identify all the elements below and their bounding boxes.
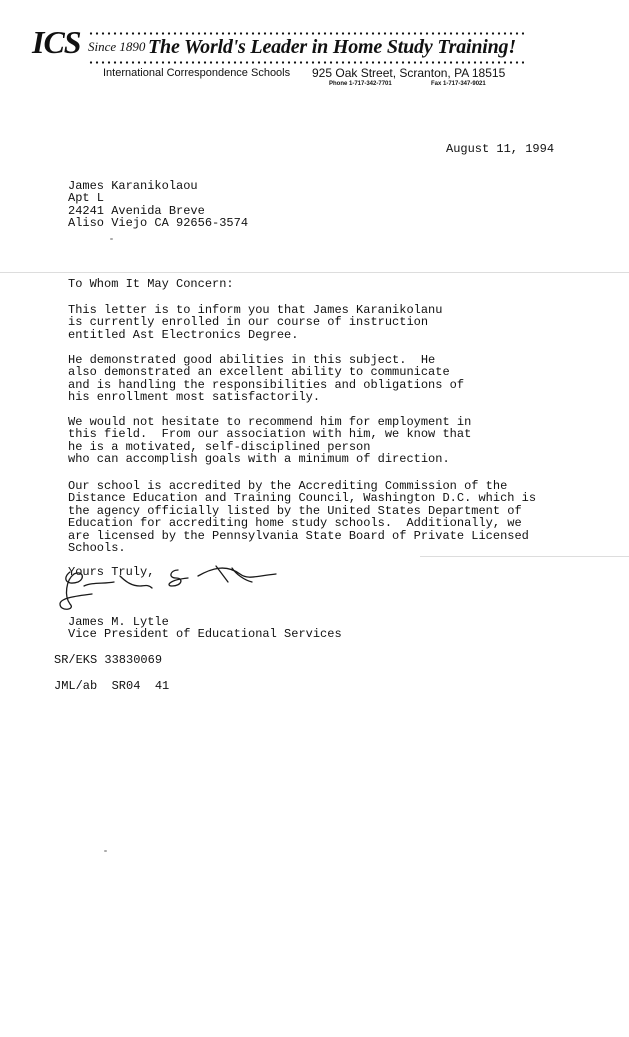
letterhead-fax: Fax 1-717-347-9021 bbox=[431, 81, 486, 87]
scan-artifact-line bbox=[420, 556, 629, 557]
paragraph-line: Our school is accredited by the Accrediting Commission of the bbox=[68, 479, 508, 493]
reference-line-2: JML/ab SR04 41 bbox=[54, 679, 170, 693]
letterhead-address: 925 Oak Street, Scranton, PA 18515 bbox=[312, 66, 506, 80]
salutation: To Whom It May Concern: bbox=[68, 277, 234, 291]
paragraph-line: Schools. bbox=[68, 541, 126, 556]
signer-title: Vice President of Educational Services bbox=[68, 627, 342, 642]
letterhead-dotted-rule-top bbox=[88, 32, 524, 35]
scan-speck bbox=[104, 850, 107, 852]
body-paragraph-4 bbox=[68, 480, 536, 554]
letterhead-dotted-rule-bottom bbox=[88, 61, 524, 64]
closing: Yours Truly, bbox=[68, 565, 155, 579]
paragraph-line: is currently enrolled in our course of instruction bbox=[68, 315, 429, 330]
recipient-line: 24241 Avenida Breve bbox=[68, 203, 205, 218]
signer-block bbox=[68, 616, 342, 641]
letter-date: August 11, 1994 bbox=[446, 142, 555, 156]
paragraph-line: his enrollment most satisfactorily. bbox=[68, 390, 321, 405]
scan-speck bbox=[110, 238, 113, 240]
paragraph-line: are licensed by the Pennsylvania State Board of Private Licensed bbox=[68, 528, 529, 543]
recipient-line: James Karanikolaou bbox=[68, 179, 198, 193]
paragraph-line: We would not hesitate to recommend him for employment in bbox=[68, 415, 472, 429]
letterhead-tagline: The World's Leader in Home Study Training! bbox=[148, 36, 516, 58]
paragraph-line: the agency officially listed by the United States Department of bbox=[68, 503, 522, 518]
paragraph-line: Education for accrediting home study schools. Additionally, we bbox=[68, 516, 522, 531]
letterhead-org-name: International Correspondence Schools bbox=[103, 67, 291, 79]
body-paragraph-3 bbox=[68, 416, 471, 466]
scan-artifact-line bbox=[0, 272, 629, 273]
recipient-address-block bbox=[68, 180, 248, 230]
paragraph-line: This letter is to inform you that James Karanikolanu bbox=[68, 303, 443, 317]
body-paragraph-2 bbox=[68, 354, 464, 404]
paragraph-line: He demonstrated good abilities in this subject. He bbox=[68, 353, 436, 367]
paragraph-line: he is a motivated, self-disciplined person bbox=[68, 439, 371, 454]
paragraph-line: who can accomplish goals with a minimum of direction. bbox=[68, 452, 450, 467]
paragraph-line: also demonstrated an excellent ability to communicate bbox=[68, 365, 450, 380]
since-1890-label: Since 1890 bbox=[88, 39, 146, 54]
body-paragraph-1 bbox=[68, 304, 442, 341]
recipient-line: Aliso Viejo CA 92656-3574 bbox=[68, 216, 249, 231]
recipient-line: Apt L bbox=[68, 191, 105, 206]
paragraph-line: Distance Education and Training Council, Washington D.C. which is bbox=[68, 491, 537, 506]
signer-name: James M. Lytle bbox=[68, 615, 169, 629]
reference-line-1: SR/EKS 33830069 bbox=[54, 653, 163, 667]
letterhead-phone: Phone 1-717-342-7701 bbox=[329, 81, 392, 87]
ics-logo: ICS bbox=[32, 24, 81, 60]
paragraph-line: entitled Ast Electronics Degree. bbox=[68, 327, 299, 342]
paragraph-line: this field. From our association with him, we know that bbox=[68, 427, 472, 442]
paragraph-line: and is handling the responsibilities and obligations of bbox=[68, 377, 465, 392]
handwritten-signature bbox=[56, 556, 286, 616]
